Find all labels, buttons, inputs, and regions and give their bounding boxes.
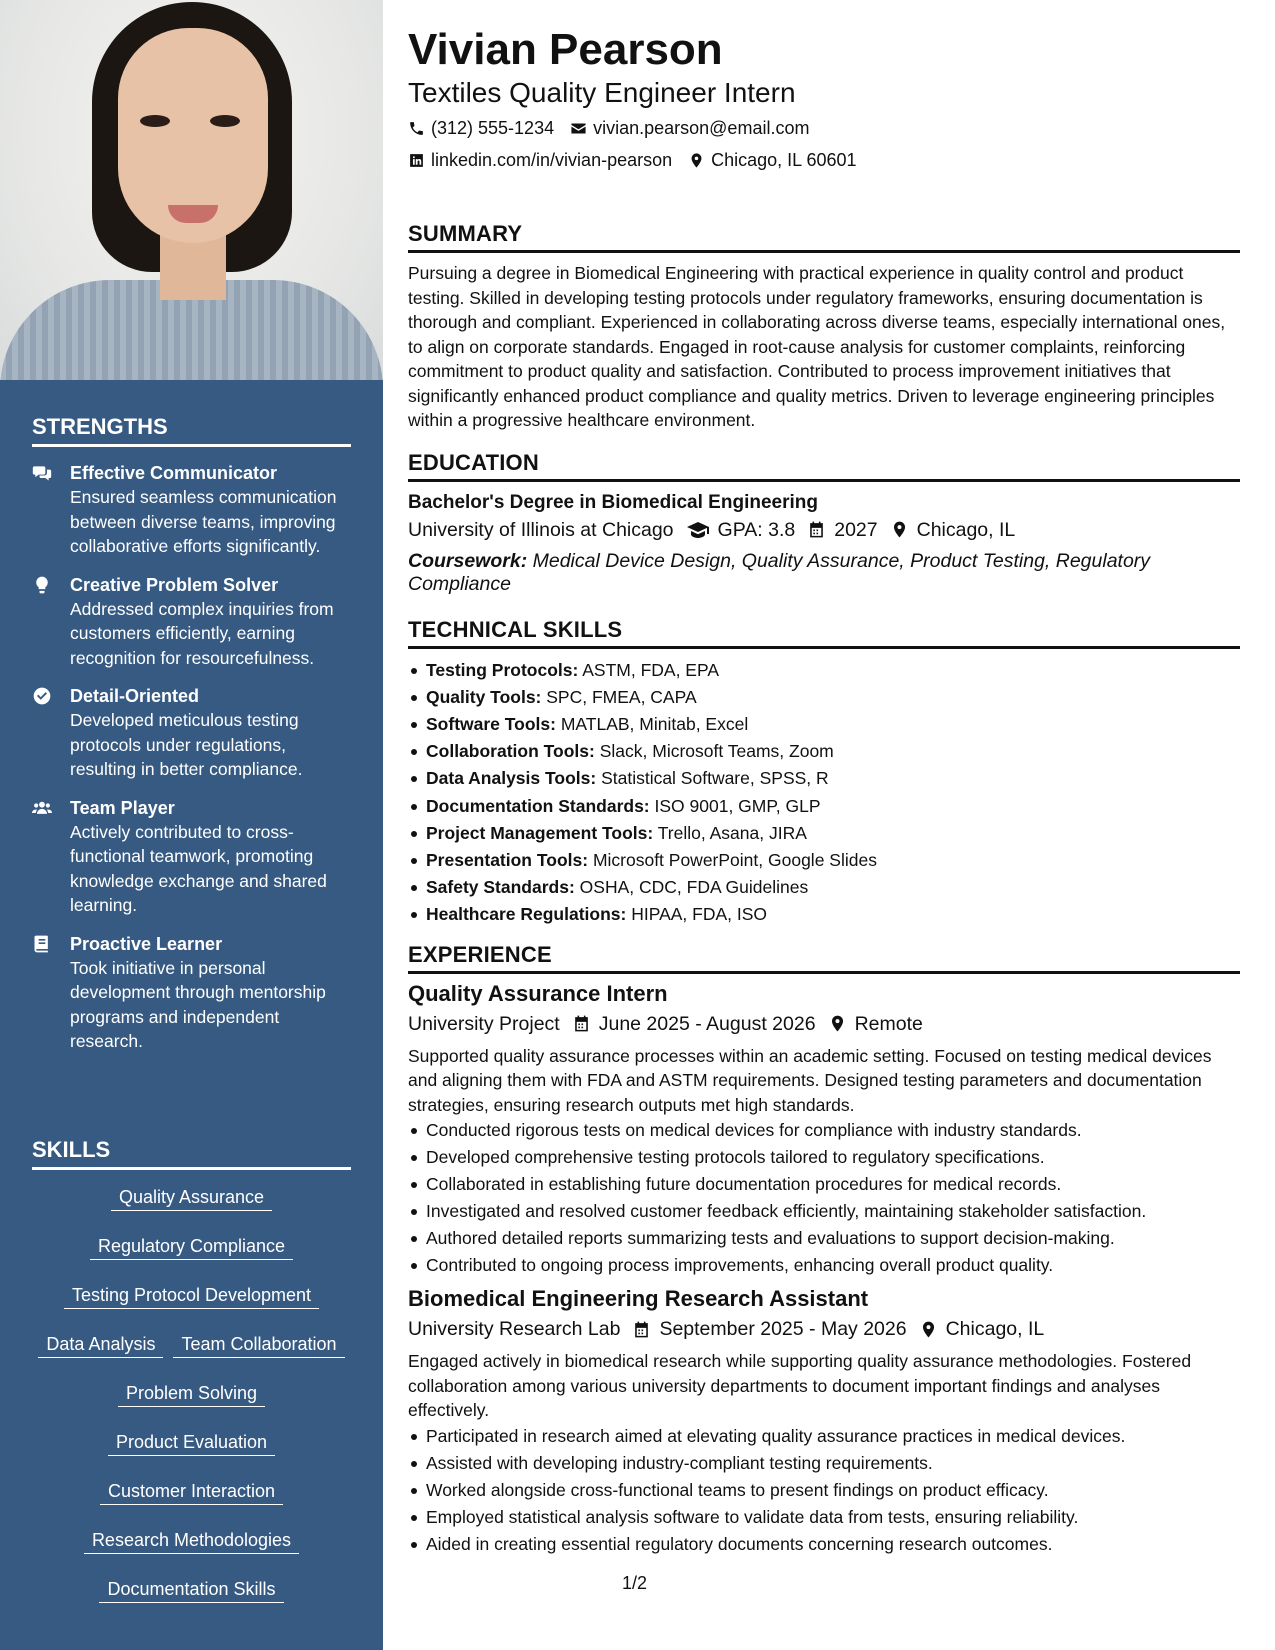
map-pin-icon <box>890 520 909 539</box>
strengths-title: STRENGTHS <box>32 414 351 447</box>
linkedin-text: linkedin.com/in/vivian-pearson <box>431 150 673 170</box>
technical-skills-section <box>408 616 1240 929</box>
coursework-label: Coursework: <box>408 549 528 572</box>
summary-section <box>408 220 1240 433</box>
skill-tag: Documentation Skills <box>99 1570 283 1603</box>
skill-tag: Quality Assurance <box>111 1178 272 1211</box>
list-item: Presentation Tools: Microsoft PowerPoint, Google Slides <box>408 847 1240 874</box>
map-pin-icon <box>828 1014 847 1033</box>
job-title: Biomedical Engineering Research Assistant <box>408 1286 869 1312</box>
page-number: 1/2 <box>622 1573 648 1593</box>
skill-tag: Research Methodologies <box>84 1521 299 1554</box>
strengths-section <box>32 414 351 1054</box>
list-item: Collaborated in establishing future documentation procedures for medical records. <box>408 1171 1240 1198</box>
book-icon <box>32 932 70 1054</box>
summary-title: SUMMARY <box>408 220 1240 253</box>
school-location: Chicago, IL <box>916 518 1016 541</box>
list-item: Contributed to ongoing process improvements, enhancing overall product quality. <box>408 1252 1240 1279</box>
job-summary: Engaged actively in biomedical research while supporting quality assurance methodologies. Fostered collaboration among various university departments to document important findings and analyses effectively. <box>408 1351 1192 1421</box>
strength-title: Creative Problem Solver <box>70 574 279 595</box>
job-dates: June 2025 - August 2026 <box>598 1012 816 1035</box>
map-pin-icon <box>919 1320 938 1339</box>
job-entry <box>408 980 1240 1280</box>
strength-title: Effective Communicator <box>70 463 278 483</box>
job-bullets <box>408 1117 1240 1279</box>
phone-contact[interactable] <box>408 116 554 140</box>
technical-skills-title: TECHNICAL SKILLS <box>408 616 1240 649</box>
skill-tag: Testing Protocol Development <box>64 1276 319 1309</box>
strength-title: Detail-Oriented <box>70 686 200 706</box>
school-name: University of Illinois at Chicago <box>408 518 674 541</box>
phone-text: (312) 555-1234 <box>431 118 555 138</box>
education-section <box>408 449 1240 596</box>
location-contact <box>688 148 856 172</box>
skill-tag: Regulatory Compliance <box>90 1227 293 1260</box>
map-pin-icon <box>688 152 705 169</box>
strength-item <box>32 796 351 918</box>
strength-desc: Actively contributed to cross-functional teamwork, promoting knowledge exchange and shared learning. <box>70 821 327 915</box>
calendar-icon <box>807 520 826 539</box>
job-entry <box>408 1285 1240 1558</box>
gpa: GPA: 3.8 <box>717 518 796 541</box>
candidate-name: Vivian Pearson <box>408 25 723 74</box>
job-meta <box>408 1315 1240 1343</box>
list-item: Software Tools: MATLAB, Minitab, Excel <box>408 711 1240 738</box>
experience-title: EXPERIENCE <box>408 941 1240 974</box>
list-item: Collaboration Tools: Slack, Microsoft Teams, Zoom <box>408 738 1240 765</box>
strength-item <box>32 932 351 1054</box>
job-location: Remote <box>854 1012 923 1035</box>
calendar-icon <box>632 1320 651 1339</box>
skills-list <box>32 1178 351 1619</box>
list-item: Investigated and resolved customer feedback efficiently, maintaining stakeholder satisfaction. <box>408 1198 1240 1225</box>
lightbulb-icon <box>32 573 70 671</box>
calendar-icon <box>572 1014 591 1033</box>
skills-title: SKILLS <box>32 1137 351 1170</box>
list-item: Safety Standards: OSHA, CDC, FDA Guidelines <box>408 874 1240 901</box>
job-meta <box>408 1010 1240 1038</box>
list-item: Testing Protocols: ASTM, FDA, EPA <box>408 657 1240 684</box>
list-item: Employed statistical analysis software to validate data from tests, ensuring reliability. <box>408 1504 1240 1531</box>
users-icon <box>32 796 70 918</box>
list-item: Healthcare Regulations: HIPAA, FDA, ISO <box>408 901 1240 928</box>
strength-desc: Addressed complex inquiries from customers efficiently, earning recognition for resourcefulness. <box>70 598 334 668</box>
strength-desc: Took initiative in personal development through mentorship programs and independent research. <box>70 957 326 1051</box>
linkedin-contact[interactable] <box>408 148 672 172</box>
email-contact[interactable] <box>570 116 809 140</box>
contact-info <box>408 116 1240 180</box>
skill-tag: Product Evaluation <box>108 1423 275 1456</box>
strength-item <box>32 684 351 782</box>
main-content <box>408 24 1240 1558</box>
strength-item <box>32 461 351 559</box>
linkedin-icon <box>408 152 425 169</box>
list-item: Assisted with developing industry-compliant testing requirements. <box>408 1450 1240 1477</box>
list-item: Documentation Standards: ISO 9001, GMP, GLP <box>408 793 1240 820</box>
job-bullets <box>408 1423 1240 1558</box>
job-title: Quality Assurance Intern <box>408 980 668 1006</box>
list-item: Worked alongside cross-functional teams to present findings on product efficacy. <box>408 1477 1240 1504</box>
graduation-cap-icon <box>686 518 710 542</box>
grad-year: 2027 <box>834 518 878 541</box>
list-item: Quality Tools: SPC, FMEA, CAPA <box>408 684 1240 711</box>
job-summary: Supported quality assurance processes within an academic setting. Focused on testing medical devices and aligning them with FDA and ASTM requirements. Designed testing parameters and documentation strategies, ensuring research outputs met high standards. <box>408 1045 1212 1115</box>
strength-desc: Ensured seamless communication between diverse teams, improving collaborative efforts significantly. <box>70 487 337 556</box>
skill-tag: Customer Interaction <box>100 1472 283 1505</box>
summary-text: Pursuing a degree in Biomedical Engineering with practical experience in quality control and product testing. Skilled in developing testing protocols under regulatory frameworks, ensuring documentation is thorough and compliant. Experienced in collaborating across diverse teams, especially international ones, to align on corporate standards. Engaged in root-cause analysis for customer complaints, reinforcing commitment to product quality and satisfaction. Contributed to process improvement initiatives that significantly enhanced product compliance and quality metrics. Driven to leverage engineering principles within a progressive healthcare environment. <box>408 263 1226 430</box>
job-location: Chicago, IL <box>945 1318 1045 1341</box>
experience-section <box>408 941 1240 1558</box>
strength-title: Proactive Learner <box>70 933 223 954</box>
job-dates: September 2025 - May 2026 <box>659 1318 907 1341</box>
envelope-icon <box>570 120 587 137</box>
strength-item <box>32 573 351 671</box>
list-item: Participated in research aimed at elevating quality assurance practices in medical devices. <box>408 1423 1240 1450</box>
education-title: EDUCATION <box>408 449 1240 482</box>
phone-icon <box>408 120 425 137</box>
profile-photo <box>0 0 383 380</box>
candidate-role: Textiles Quality Engineer Intern <box>408 77 796 108</box>
coursework-list: Medical Device Design, Quality Assurance, Product Testing, Regulatory Compliance <box>408 549 1151 595</box>
list-item: Aided in creating essential regulatory documents concerning research outcomes. <box>408 1531 1240 1558</box>
job-org: University Research Lab <box>408 1318 621 1341</box>
list-item: Data Analysis Tools: Statistical Software, SPSS, R <box>408 765 1240 792</box>
email-text: vivian.pearson@email.com <box>593 118 810 138</box>
strength-title: Team Player <box>70 797 175 818</box>
location-text: Chicago, IL 60601 <box>711 150 857 170</box>
comments-icon <box>32 461 70 559</box>
strength-desc: Developed meticulous testing protocols under regulations, resulting in better compliance. <box>70 710 303 779</box>
list-item: Project Management Tools: Trello, Asana, JIRA <box>408 820 1240 847</box>
check-circle-icon <box>32 684 70 782</box>
skill-tag: Problem Solving <box>118 1374 265 1407</box>
skill-tag: Data Analysis <box>38 1325 163 1358</box>
skill-tag: Team Collaboration <box>173 1325 344 1358</box>
technical-skills-list <box>408 657 1240 929</box>
coursework <box>408 550 1240 596</box>
list-item: Developed comprehensive testing protocols tailored to regulatory specifications. <box>408 1144 1240 1171</box>
list-item: Conducted rigorous tests on medical devices for compliance with industry standards. <box>408 1117 1240 1144</box>
skills-section <box>32 1137 351 1619</box>
degree-title: Bachelor's Degree in Biomedical Engineering <box>408 491 818 513</box>
list-item: Authored detailed reports summarizing tests and evaluations to support decision-making. <box>408 1225 1240 1252</box>
education-meta <box>408 516 1240 544</box>
job-org: University Project <box>408 1012 560 1035</box>
sidebar <box>0 0 383 1650</box>
